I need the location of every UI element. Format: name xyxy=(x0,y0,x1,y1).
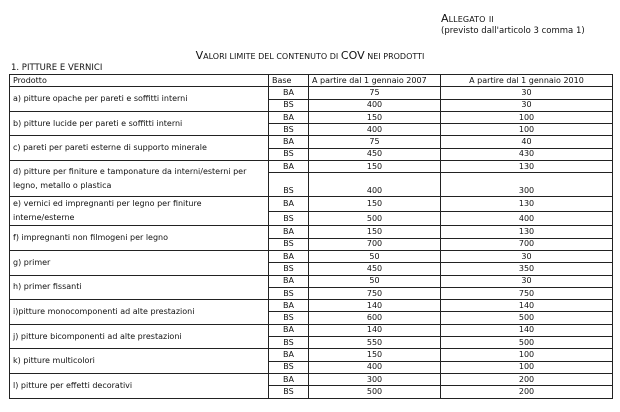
limit-2007: 50 xyxy=(309,275,441,287)
limit-2010: 40 xyxy=(441,136,613,148)
base-value: BS xyxy=(269,312,309,324)
annex-label-initial: A xyxy=(441,12,449,25)
title-cov: COV xyxy=(340,49,365,62)
annex-reference: (previsto dall'articolo 3 comma 1) xyxy=(441,26,585,36)
column-header-2007: A partire dal 1 gennaio 2007 xyxy=(309,75,441,87)
limit-2010: 100 xyxy=(441,361,613,373)
base-value: BA xyxy=(269,87,309,99)
annex-number: II xyxy=(488,15,494,24)
limit-2007: 150 xyxy=(309,226,441,238)
limit-2007: 150 xyxy=(309,161,441,173)
limit-2010: 140 xyxy=(441,300,613,312)
table-row xyxy=(10,250,613,262)
column-header-base: Base xyxy=(269,75,309,87)
limit-2010: 30 xyxy=(441,275,613,287)
limit-2007: 500 xyxy=(309,386,441,398)
table-row xyxy=(10,349,613,361)
base-value: BA xyxy=(269,161,309,173)
limit-2007: 400 xyxy=(309,99,441,111)
annex-label-rest: LLEGATO xyxy=(448,15,486,24)
table-row xyxy=(10,226,613,238)
limit-2007: 400 xyxy=(309,361,441,373)
column-header-2010: A partire dal 1 gennaio 2010 xyxy=(441,75,613,87)
table-row xyxy=(10,324,613,336)
limit-2010: 30 xyxy=(441,250,613,262)
limit-2010: 430 xyxy=(441,148,613,160)
product-name: e) vernici ed impregnanti per legno per finiture interne/esterne xyxy=(10,197,269,226)
limit-2010: 500 xyxy=(441,337,613,349)
limit-2007: 550 xyxy=(309,337,441,349)
table-row xyxy=(10,275,613,287)
base-value: BA xyxy=(269,226,309,238)
section-heading: 1. PITTURE E VERNICI xyxy=(11,63,103,73)
limit-2010: 400 xyxy=(441,211,613,226)
limit-2010: 140 xyxy=(441,324,613,336)
table-row xyxy=(10,161,613,173)
base-value: BS xyxy=(269,211,309,226)
limit-2007: 500 xyxy=(309,211,441,226)
base-value: BA xyxy=(269,197,309,212)
base-value: BA xyxy=(269,349,309,361)
limit-2007: 750 xyxy=(309,287,441,299)
limit-2007: 450 xyxy=(309,263,441,275)
limit-2010: 750 xyxy=(441,287,613,299)
product-name: h) primer fissanti xyxy=(10,275,269,300)
base-value: BA xyxy=(269,300,309,312)
limit-2007: 75 xyxy=(309,87,441,99)
base-value: BA xyxy=(269,324,309,336)
table-header-row xyxy=(10,75,613,87)
base-value: BS xyxy=(269,386,309,398)
limit-2010: 100 xyxy=(441,124,613,136)
limit-2010: 300 xyxy=(441,173,613,197)
base-value: BS xyxy=(269,238,309,250)
base-value: BS xyxy=(269,337,309,349)
product-name: c) pareti per pareti esterne di supporto minerale xyxy=(10,136,269,161)
base-value: BS xyxy=(269,263,309,275)
title-initial: V xyxy=(195,49,204,62)
table-row xyxy=(10,373,613,385)
limit-2007: 50 xyxy=(309,250,441,262)
limit-2010: 130 xyxy=(441,226,613,238)
annex-label xyxy=(441,12,494,25)
limit-2007: 150 xyxy=(309,111,441,123)
product-name: j) pitture bicomponenti ad alte prestazioni xyxy=(10,324,269,349)
product-name: g) primer xyxy=(10,250,269,275)
limit-2010: 130 xyxy=(441,197,613,212)
table-row xyxy=(10,300,613,312)
limit-2010: 200 xyxy=(441,373,613,385)
product-name: d) pitture per finiture e tamponature da interni/esterni per legno, metallo o plastica xyxy=(10,161,269,197)
limit-2010: 500 xyxy=(441,312,613,324)
title-part2: NEI PRODOTTI xyxy=(367,52,425,61)
table-row xyxy=(10,136,613,148)
limit-2007: 400 xyxy=(309,173,441,197)
limit-2010: 30 xyxy=(441,99,613,111)
table-row xyxy=(10,111,613,123)
base-value: BS xyxy=(269,173,309,197)
title-part1: ALORI LIMITE DEL CONTENUTO DI xyxy=(203,52,339,61)
limit-2007: 140 xyxy=(309,324,441,336)
table-row xyxy=(10,197,613,212)
base-value: BS xyxy=(269,148,309,160)
document-title xyxy=(0,49,620,62)
table-row xyxy=(10,87,613,99)
limit-2010: 100 xyxy=(441,111,613,123)
base-value: BS xyxy=(269,361,309,373)
limit-2010: 700 xyxy=(441,238,613,250)
limit-2007: 700 xyxy=(309,238,441,250)
limit-2007: 450 xyxy=(309,148,441,160)
product-name: a) pitture opache per pareti e soffitti interni xyxy=(10,87,269,112)
product-name: i)pitture monocomponenti ad alte prestazioni xyxy=(10,300,269,325)
limit-2007: 140 xyxy=(309,300,441,312)
limit-2010: 350 xyxy=(441,263,613,275)
limit-2010: 100 xyxy=(441,349,613,361)
voc-limits-table xyxy=(9,74,613,399)
limit-2007: 600 xyxy=(309,312,441,324)
limit-2010: 200 xyxy=(441,386,613,398)
base-value: BA xyxy=(269,136,309,148)
column-header-product: Prodotto xyxy=(10,75,269,87)
product-name: l) pitture per effetti decorativi xyxy=(10,373,269,398)
base-value: BA xyxy=(269,250,309,262)
base-value: BA xyxy=(269,111,309,123)
limit-2007: 300 xyxy=(309,373,441,385)
base-value: BS xyxy=(269,124,309,136)
limit-2007: 75 xyxy=(309,136,441,148)
product-name: b) pitture lucide per pareti e soffitti interni xyxy=(10,111,269,136)
base-value: BA xyxy=(269,373,309,385)
base-value: BS xyxy=(269,287,309,299)
limit-2007: 400 xyxy=(309,124,441,136)
base-value: BA xyxy=(269,275,309,287)
product-name: f) impregnanti non filmogeni per legno xyxy=(10,226,269,251)
limit-2010: 130 xyxy=(441,161,613,173)
limit-2010: 30 xyxy=(441,87,613,99)
limit-2007: 150 xyxy=(309,197,441,212)
base-value: BS xyxy=(269,99,309,111)
product-name: k) pitture multicolori xyxy=(10,349,269,374)
limit-2007: 150 xyxy=(309,349,441,361)
